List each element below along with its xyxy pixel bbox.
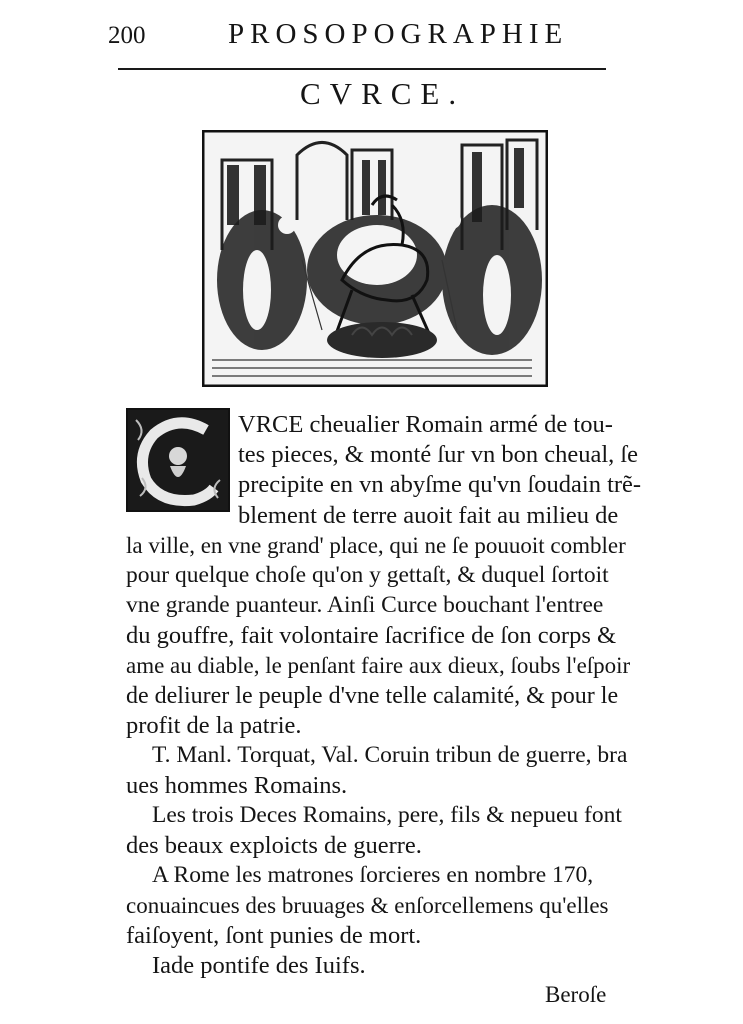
body-line: conuaincues des bruuages & enſorcellemens qu'elles [126, 893, 609, 918]
page-number: 200 [108, 22, 146, 49]
body-line: des beaux exploicts de guerre. [126, 832, 422, 859]
body-line: ues hommes Romains. [126, 772, 348, 799]
body-line: VRCE cheualier Romain armé de tou- [238, 411, 613, 438]
body-line: vne grande puanteur. Ainſi Curce bouchant l'entree [126, 592, 604, 618]
body-line: precipite en vn abyſme qu'vn ſoudain trẽ- [238, 471, 642, 498]
woodcut-illustration [202, 130, 548, 387]
body-line: faiſoyent, ſont punies de mort. [126, 922, 422, 949]
body-line: de deliurer le peuple d'vne telle calamité, & pour le [126, 683, 619, 709]
section-title: CVRCE. [300, 76, 466, 111]
body-line: blement de terre auoit fait au milieu de [238, 502, 619, 529]
body-line: pour quelque choſe qu'on y gettaſt, & duquel ſortoit [126, 562, 609, 588]
body-line: ame au diable, le penſant faire aux dieux, ſoubs l'eſpoir [126, 653, 631, 678]
header-rule [118, 68, 606, 70]
body-line: la ville, en vne grand' place, qui ne ſe pouuoit combler [126, 533, 626, 558]
body-line: Les trois Deces Romains, pere, fils & nepueu font [152, 802, 622, 828]
body-line: T. Manl. Torquat, Val. Coruin tribun de guerre, bra [152, 742, 628, 768]
running-title: PROSOPOGRAPHIE [228, 18, 569, 50]
body-line: A Rome les matrones ſorcieres en nombre 170, [152, 862, 594, 888]
body-line: profit de la patrie. [126, 712, 302, 739]
body-line: du gouffre, fait volontaire ſacrifice de ſon corps & [126, 622, 617, 649]
body-line: Iade pontife des Iuifs. [152, 952, 366, 979]
catchword: Beroſe [545, 982, 607, 1007]
body-line: tes pieces, & monté ſur vn bon cheual, ſe [238, 441, 639, 468]
ornate-initial [126, 408, 230, 512]
